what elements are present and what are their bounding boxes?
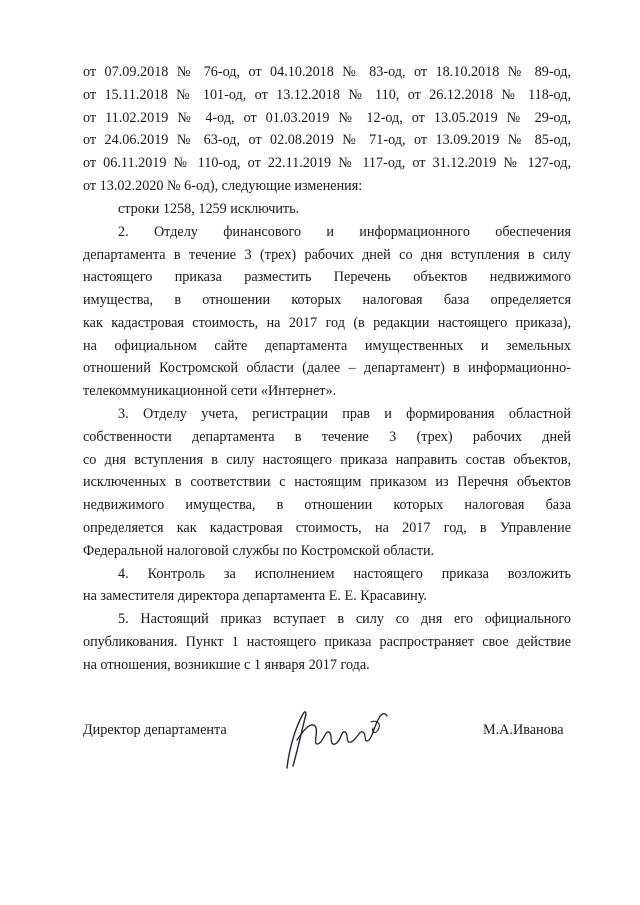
text-line: от 11.02.2019 № 4-од, от 01.03.2019 № 12-од, от 13.05.2019 № 29-од, — [83, 110, 571, 126]
text-line: со дня вступления в силу настоящего приказа направить состав объектов, — [83, 452, 571, 468]
paragraph-2-start: 2. Отделу финансового и информационного обеспечения — [118, 224, 571, 240]
paragraph-5-start: 5. Настоящий приказ вступает в силу со дня его официального — [118, 611, 571, 627]
text-line: от 24.06.2019 № 63-од, от 02.08.2019 № 71-од, от 13.09.2019 № 85-од, — [83, 132, 571, 148]
text-line: отношений Костромской области (далее – департамент) в информационно- — [83, 360, 571, 376]
text-line: от 13.02.2020 № 6-од), следующие изменения: — [83, 178, 363, 194]
text-line: настоящего приказа разместить Перечень объектов недвижимого — [83, 269, 571, 285]
text-line: опубликования. Пункт 1 настоящего приказа распространяет свое действие — [83, 634, 571, 650]
paragraph-4-start: 4. Контроль за исполнением настоящего приказа возложить — [118, 566, 571, 582]
text-line: определяется как кадастровая стоимость, на 2017 год, в Управление — [83, 520, 571, 536]
text-line: телекоммуникационной сети «Интернет». — [83, 383, 337, 399]
signatory-name: М.А.Иванова — [483, 722, 564, 738]
text-line: строки 1258, 1259 исключить. — [118, 201, 300, 217]
text-line: собственности департамента в течение 3 (трех) рабочих дней — [83, 429, 571, 445]
signatory-position: Директор департамента — [83, 722, 227, 738]
text-line: исключенных в соответствии с настоящим приказом из Перечня объектов — [83, 474, 571, 490]
text-line: Федеральной налоговой службы по Костромской области. — [83, 543, 435, 559]
text-line: от 06.11.2019 № 110-од, от 22.11.2019 № 117-од, от 31.12.2019 № 127-од, — [83, 155, 571, 171]
text-line: от 07.09.2018 № 76-од, от 04.10.2018 № 83-од, от 18.10.2018 № 89-од, — [83, 64, 571, 80]
text-line: на заместителя директора департамента Е. Е. Красавину. — [83, 588, 427, 604]
text-line: от 15.11.2018 № 101-од, от 13.12.2018 № 110, от 26.12.2018 № 118-од, — [83, 87, 571, 103]
text-line: на официальном сайте департамента имущественных и земельных — [83, 338, 571, 354]
text-line: департамента в течение 3 (трех) рабочих дней со дня вступления в силу — [83, 247, 571, 263]
text-line: как кадастровая стоимость, на 2017 год (в редакции настоящего приказа), — [83, 315, 571, 331]
text-line: имущества, в отношении которых налоговая база определяется — [83, 292, 571, 308]
text-line: недвижимого имущества, в отношении которых налоговая база — [83, 497, 571, 513]
text-line: на отношения, возникшие с 1 января 2017 года. — [83, 657, 370, 673]
handwritten-signature — [275, 700, 395, 775]
paragraph-3-start: 3. Отделу учета, регистрации прав и формирования областной — [118, 406, 571, 422]
